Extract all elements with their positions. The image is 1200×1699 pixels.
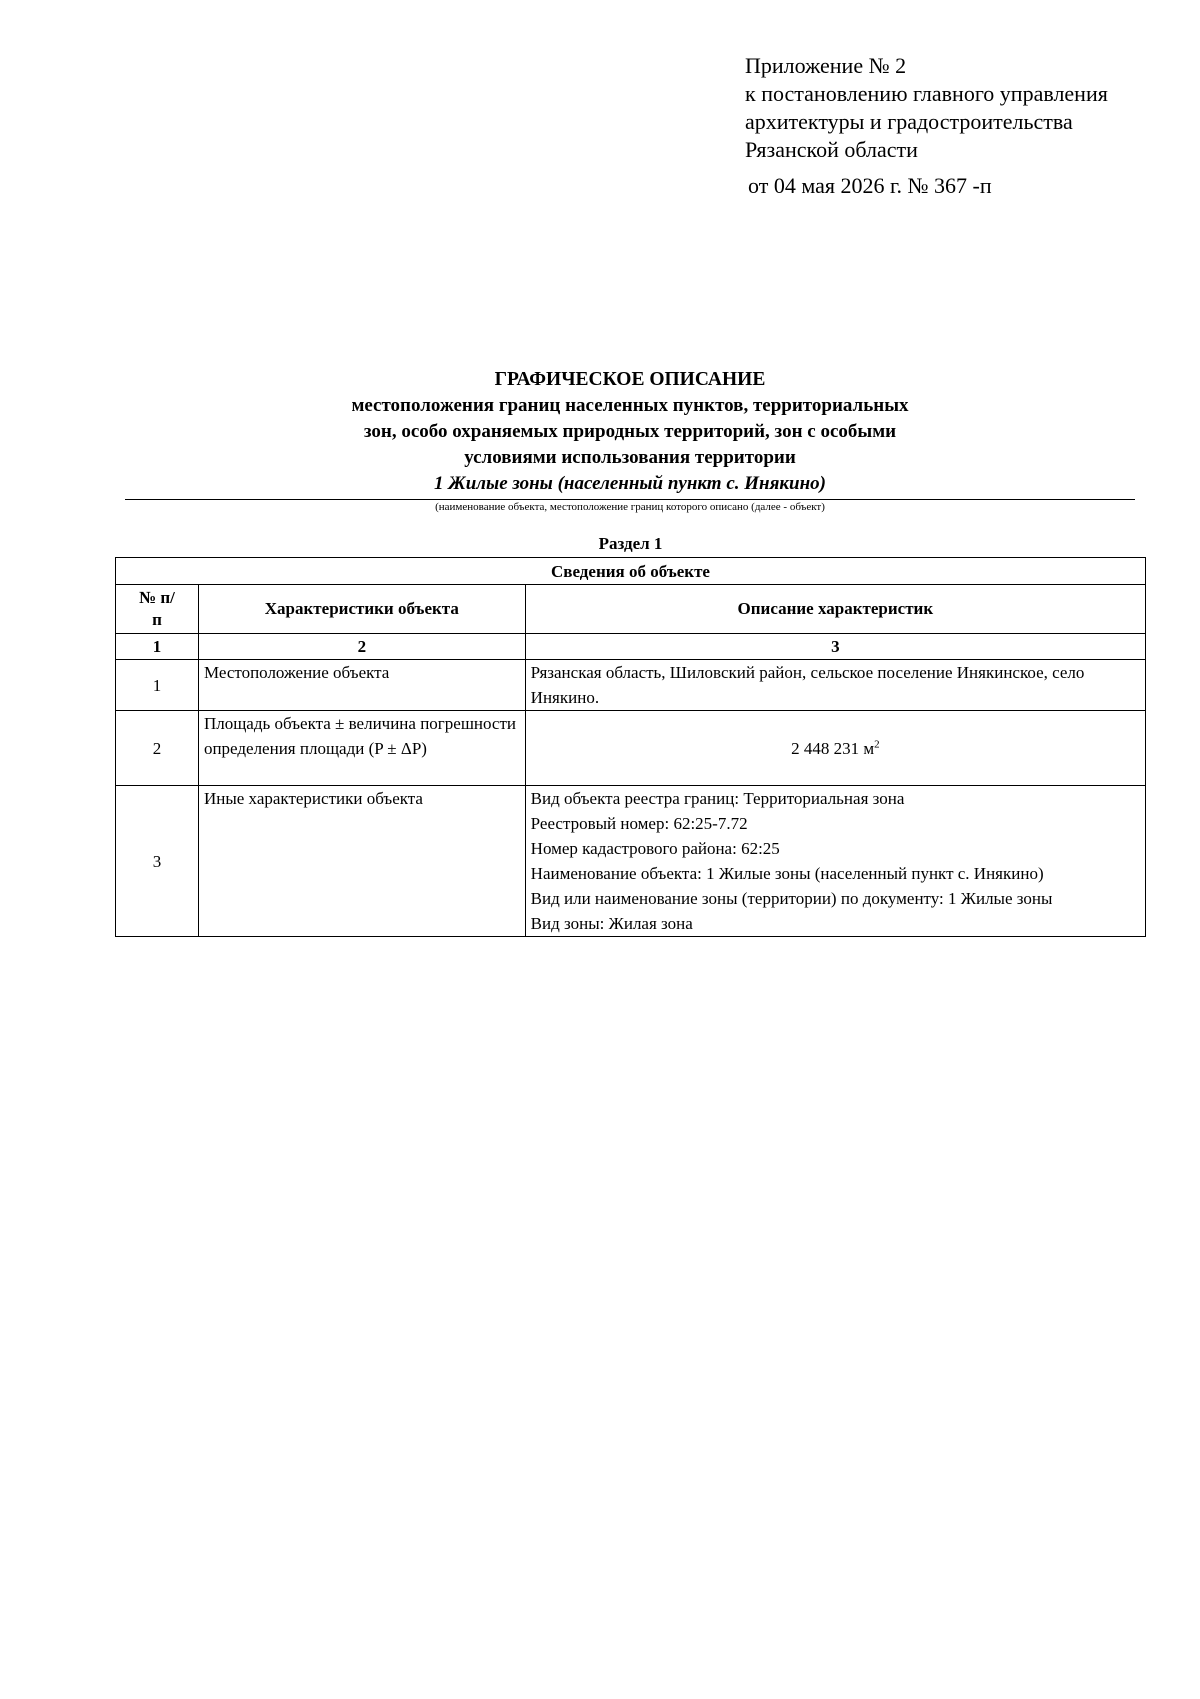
appendix-ref-line-2: архитектуры и градостроительства xyxy=(745,109,1073,134)
appendix-ref-line-3: Рязанской области xyxy=(745,137,918,162)
area-value: 2 448 231 м xyxy=(791,738,875,758)
table-header-row xyxy=(116,585,1146,634)
document-subtitle-1: местоположения границ населенных пунктов, территориальных xyxy=(351,395,909,416)
document-title: ГРАФИЧЕСКОЕ ОПИСАНИЕ xyxy=(494,369,766,390)
object-info-table xyxy=(115,557,1146,937)
description-line: Вид или наименование зоны (территории) по документу: 1 Жилые зоны xyxy=(530,889,1053,908)
row-description xyxy=(525,711,1145,786)
row-description xyxy=(525,786,1145,937)
column-number-1: 1 xyxy=(116,634,199,660)
column-number-3: 3 xyxy=(525,634,1145,660)
row-characteristic: Площадь объекта ± величина погрешности определения площади (P ± ΔP) xyxy=(198,711,525,786)
row-description: Рязанская область, Шиловский район, сельское поселение Инякинское, село Инякино. xyxy=(525,660,1145,711)
document-heading xyxy=(125,367,1135,500)
table-row xyxy=(116,660,1146,711)
description-line: Вид объекта реестра границ: Территориальная зона xyxy=(530,789,905,808)
table-row xyxy=(116,786,1146,937)
document-subtitle-3: условиями использования территории xyxy=(464,447,796,468)
description-line: Наименование объекта: 1 Жилые зоны (населенный пункт с. Инякино) xyxy=(530,864,1044,883)
object-name-caption: (наименование объекта, местоположение границ которого описано (далее - объект) xyxy=(435,501,825,513)
column-number-2: 2 xyxy=(198,634,525,660)
table-caption: Сведения об объекте xyxy=(116,558,1146,585)
table-caption-row xyxy=(116,558,1146,585)
area-unit-exponent: 2 xyxy=(874,737,880,750)
appendix-date: от 04 мая 2026 г. № 367 -п xyxy=(748,173,992,198)
row-characteristic: Иные характеристики объекта xyxy=(198,786,525,937)
appendix-block xyxy=(745,52,1185,200)
table-row xyxy=(116,711,1146,786)
description-line: Вид зоны: Жилая зона xyxy=(530,914,693,933)
row-num: 1 xyxy=(116,660,199,711)
section-title: Раздел 1 xyxy=(598,534,663,553)
description-line: Номер кадастрового района: 62:25 xyxy=(530,839,780,858)
row-characteristic: Местоположение объекта xyxy=(198,660,525,711)
row-num: 2 xyxy=(116,711,199,786)
appendix-number: Приложение № 2 xyxy=(745,53,907,78)
column-number-row xyxy=(116,634,1146,660)
header-description: Описание характеристик xyxy=(525,585,1145,634)
row-num: 3 xyxy=(116,786,199,937)
description-line: Реестровый номер: 62:25-7.72 xyxy=(530,814,748,833)
header-characteristics: Характеристики объекта xyxy=(198,585,525,634)
document-subtitle-2: зон, особо охраняемых природных территорий, зон с особыми xyxy=(363,421,897,442)
object-name: 1 Жилые зоны (населенный пункт с. Инякино) xyxy=(125,471,1135,500)
appendix-ref-line-1: к постановлению главного управления xyxy=(745,81,1108,106)
header-num xyxy=(116,585,199,634)
header-num-label: № п/п xyxy=(139,588,175,629)
